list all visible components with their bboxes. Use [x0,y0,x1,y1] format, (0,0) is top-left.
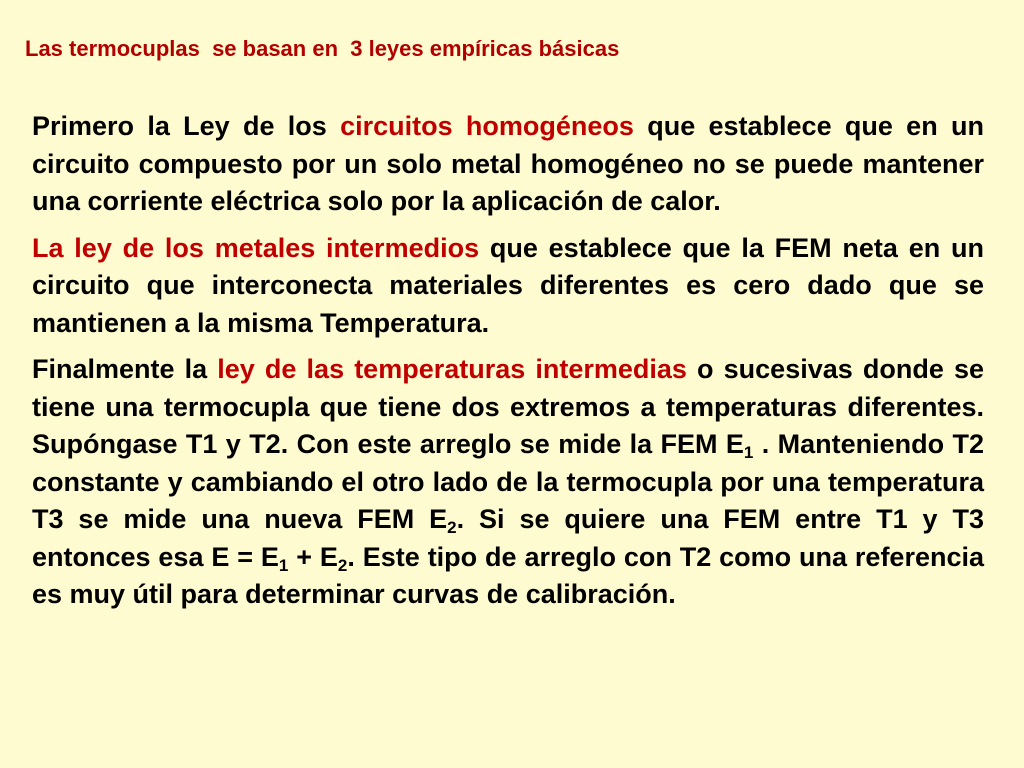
law3-text-e: . Este tipo de arreglo con T2 como una referencia es muy útil para determinar curvas de calibración. [32,541,984,609]
law2-text: que establece que la FEM neta en un circuito que interconecta materiales diferentes es cero dado que se mantienen a la misma Temperatura. [32,232,984,338]
subscript-e2-sum: 2 [337,555,348,575]
slide-title: Las termocuplas se basan en 3 leyes empíricas básicas [25,36,620,61]
law3-text-b: . Manteniendo T2 constante y cambiando el otro lado de la termocupla por una temperatura T3 se mide una nueva FEM E [32,429,984,534]
law3-text-a: o sucesivas donde se tiene una termocupla que tiene dos extremos a temperaturas diferentes. Supóngase T1 y T2. Con este arreglo se mide la FEM E [32,354,984,459]
law3-text-c: . Si se quiere una FEM entre T1 y T3 entonces esa E = E [32,504,984,572]
law3-highlight: ley de las temperaturas intermedias [217,354,687,384]
law2-highlight: La ley de los metales intermedios [32,232,480,263]
law-intermediate-metals-paragraph [32,230,984,343]
law3-intro: Finalmente la [32,354,218,384]
subscript-e1-sum: 1 [278,555,289,575]
subscript-e2: 2 [447,518,457,537]
slide-body [32,108,984,623]
subscript-e1: 1 [743,443,754,462]
law-intermediate-temperatures-paragraph [32,351,984,614]
law3-text-d: + E [288,541,338,572]
law1-highlight: circuitos homogéneos [340,111,634,141]
law1-text: que establece que en un circuito compuesto por un solo metal homogéneo no se puede mantener una corriente eléctrica solo por la aplicación de calor. [32,111,984,216]
law1-intro: Primero la Ley de los [32,111,341,141]
law-homogeneous-circuits-paragraph [32,108,984,221]
